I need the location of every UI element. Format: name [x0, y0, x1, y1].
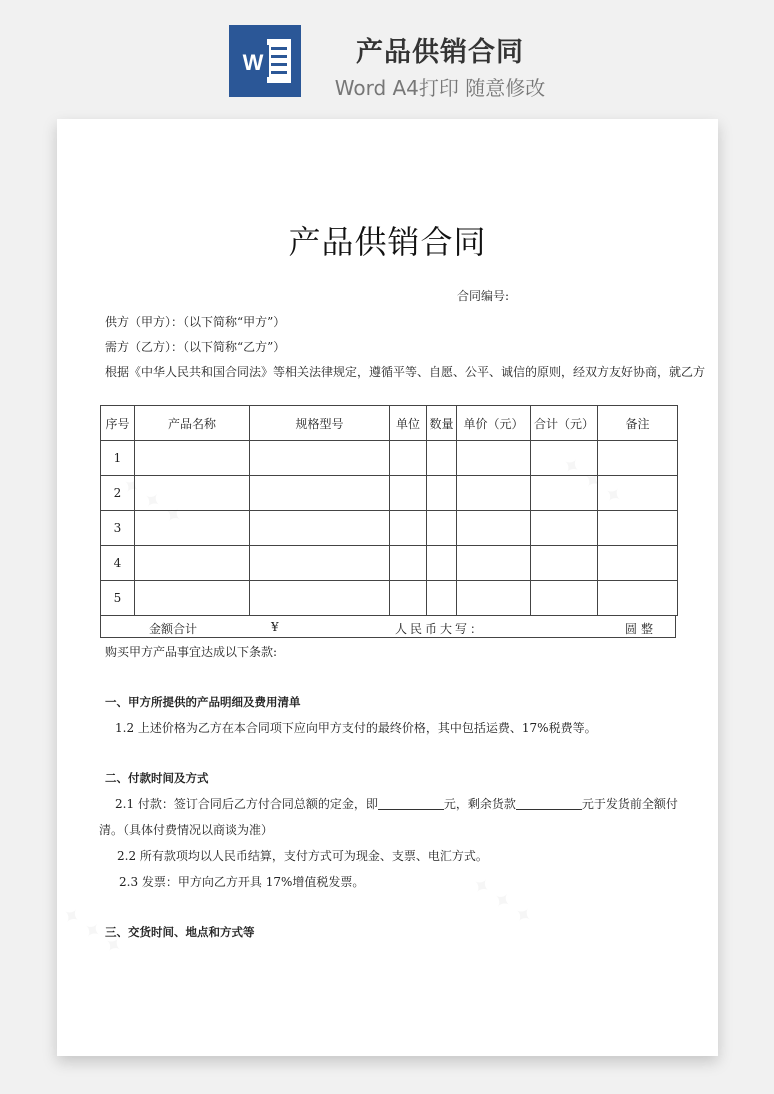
banner-subtitle: Word A4打印 随意修改 [334, 76, 546, 100]
cell-product-name[interactable] [135, 476, 250, 511]
cell-subtotal[interactable] [531, 546, 598, 581]
column-header: 单位 [390, 406, 427, 441]
payment-text-a: 2.1 付款：签订合同后乙方付合同总额的定金，即 [115, 797, 378, 811]
row-number: 4 [101, 546, 135, 581]
cell-unit[interactable] [390, 441, 427, 476]
section-2-heading: 二、付款时间及方式 [105, 771, 209, 785]
table-row [101, 511, 678, 546]
cell-product-name[interactable] [135, 441, 250, 476]
section-3-heading: 三、交货时间、地点和方式等 [105, 925, 255, 939]
product-table [100, 405, 678, 616]
cell-quantity[interactable] [427, 511, 457, 546]
intro-paragraph: 根据《中华人民共和国合同法》等相关法律规定，遵循平等、自愿、公平、诚信的原则，经双方友好协商，就乙方 [105, 365, 706, 379]
total-amount-row [100, 616, 676, 638]
cell-unit-price[interactable] [457, 581, 531, 616]
table-row [101, 441, 678, 476]
document-page [57, 119, 718, 1056]
cell-unit-price[interactable] [457, 546, 531, 581]
cell-unit-price[interactable] [457, 476, 531, 511]
watermark [466, 871, 537, 931]
section-1-heading: 一、甲方所提供的产品明细及费用清单 [105, 695, 301, 709]
cell-unit-price[interactable] [457, 511, 531, 546]
word-document-icon [229, 25, 301, 97]
cell-remark[interactable] [598, 441, 678, 476]
capital-amount-suffix: 圆整 [625, 622, 658, 636]
column-header: 合计（元） [531, 406, 598, 441]
cell-unit[interactable] [390, 546, 427, 581]
table-row [101, 546, 678, 581]
cell-subtotal[interactable] [531, 581, 598, 616]
cell-remark[interactable] [598, 581, 678, 616]
cell-unit[interactable] [390, 476, 427, 511]
balance-amount-blank[interactable] [516, 797, 582, 810]
cell-quantity[interactable] [427, 476, 457, 511]
column-header: 产品名称 [135, 406, 250, 441]
row-number: 3 [101, 511, 135, 546]
section-2-paragraph-2: 2.2 所有款项均以人民币结算，支付方式可为现金、支票、电汇方式。 [117, 849, 488, 863]
banner [0, 0, 774, 118]
row-number: 1 [101, 441, 135, 476]
document-title: 产品供销合同 [288, 223, 487, 261]
cell-unit-price[interactable] [457, 441, 531, 476]
section-1-paragraph: 1.2 上述价格为乙方在本合同项下应向甲方支付的最终价格，其中包括运费、17%税费等。 [115, 721, 597, 735]
cell-remark[interactable] [598, 511, 678, 546]
currency-symbol: ¥ [271, 620, 279, 634]
contract-number-label: 合同编号: [457, 289, 510, 303]
cell-remark[interactable] [598, 476, 678, 511]
table-row [101, 476, 678, 511]
cell-product-name[interactable] [135, 546, 250, 581]
column-header: 备注 [598, 406, 678, 441]
section-2-paragraph-1 [115, 796, 678, 812]
payment-text-b: 元，剩余货款 [443, 797, 516, 811]
total-label: 金额合计 [149, 622, 198, 636]
banner-title: 产品供销合同 [356, 37, 524, 68]
cell-unit[interactable] [390, 511, 427, 546]
cell-quantity[interactable] [427, 441, 457, 476]
cell-product-name[interactable] [135, 511, 250, 546]
capital-amount-label: 人民币大写： [395, 622, 486, 636]
table-header-row [101, 406, 678, 441]
cell-spec[interactable] [250, 581, 390, 616]
table-row [101, 581, 678, 616]
section-2-paragraph-1-cont: 清。（具体付费情况以商谈为准） [99, 823, 274, 837]
logo-letter: W [242, 50, 264, 75]
column-header: 序号 [101, 406, 135, 441]
cell-quantity[interactable] [427, 581, 457, 616]
cell-subtotal[interactable] [531, 511, 598, 546]
party-a-line: 供方（甲方）：（以下简称“甲方”） [105, 315, 286, 329]
cell-spec[interactable] [250, 511, 390, 546]
after-table-text: 购买甲方产品事宜达成以下条款: [105, 645, 278, 659]
cell-product-name[interactable] [135, 581, 250, 616]
cell-unit[interactable] [390, 581, 427, 616]
row-number: 2 [101, 476, 135, 511]
cell-spec[interactable] [250, 441, 390, 476]
section-2-paragraph-3: 2.3 发票：甲方向乙方开具 17%增值税发票。 [119, 875, 365, 889]
cell-subtotal[interactable] [531, 441, 598, 476]
cell-subtotal[interactable] [531, 476, 598, 511]
cell-quantity[interactable] [427, 546, 457, 581]
column-header: 数量 [427, 406, 457, 441]
cell-spec[interactable] [250, 546, 390, 581]
party-b-line: 需方（乙方）：（以下简称“乙方”） [105, 340, 286, 354]
payment-text-c: 元于发货前全额付 [581, 797, 678, 811]
cell-remark[interactable] [598, 546, 678, 581]
column-header: 规格型号 [250, 406, 390, 441]
deposit-amount-blank[interactable] [378, 797, 444, 810]
row-number: 5 [101, 581, 135, 616]
cell-spec[interactable] [250, 476, 390, 511]
column-header: 单价（元） [457, 406, 531, 441]
